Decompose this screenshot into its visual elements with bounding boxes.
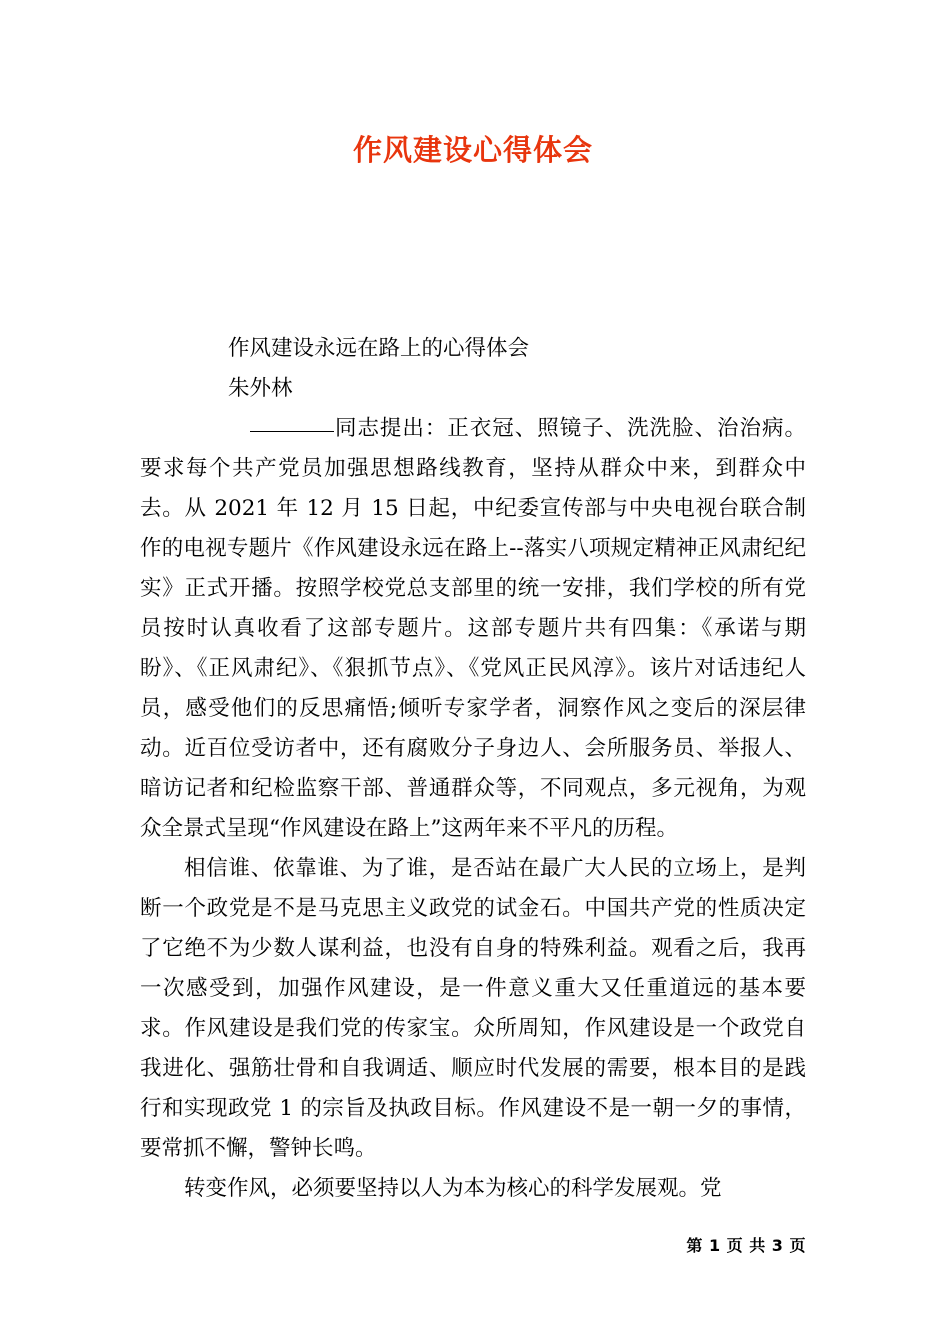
blank-fill-line [250,431,334,432]
document-author: 朱外林 [228,376,293,401]
page-footer: 第 1 页 共 3 页 [686,1236,806,1255]
paragraph-1 [140,409,806,849]
page-title: 作风建设心得体会 [352,133,593,167]
document-body [140,329,806,1209]
paragraph-1-text: 同志提出：正衣冠、照镜子、洗洗脸、治治病。要求每个共产党员加强思想路线教育，坚持从群众中来，到群众中去。从 2021 年 12 月 15 日起，中纪委宣传部与中央电视台联合制作的电视专题片《作风建设永远在路上--落实八项规定精神正风肃纪纪实》正式开播。按照学校党总支部里的统一安排，我们学校的所有党员按时认真收看了这部专题片。这部专题片共有四集：《承诺与期盼》、《正风肃纪》、《狠抓节点》、《党风正民风淳》。该片对话违纪人员，感受他们的反思痛悟;倾听专家学者，洞察作风之变后的深层律动。近百位受访者中，还有腐败分子身边人、会所服务员、举报人、暗访记者和纪检监察干部、普通群众等，不同观点，多元视角，为观众全景式呈现“作风建设在路上”这两年来不平凡的历程。 [140,416,806,841]
paragraph-3: 转变作风，必须要坚持以人为本为核心的科学发展观。党 [184,1176,722,1201]
paragraph-2: 相信谁、依靠谁、为了谁，是否站在最广大人民的立场上，是判断一个政党是不是马克思主义政党的试金石。中国共产党的性质决定了它绝不为少数人谋利益，也没有自身的特殊利益。观看之后，我再一次感受到，加强作风建设，是一件意义重大又任重道远的基本要求。作风建设是我们党的传家宝。众所周知，作风建设是一个政党自我进化、强筋壮骨和自我调适、顺应时代发展的需要，根本目的是践行和实现政党 1 的宗旨及执政目标。作风建设不是一朝一夕的事情，要常抓不懈，警钟长鸣。 [140,856,806,1161]
document-subtitle: 作风建设永远在路上的心得体会 [228,336,530,361]
